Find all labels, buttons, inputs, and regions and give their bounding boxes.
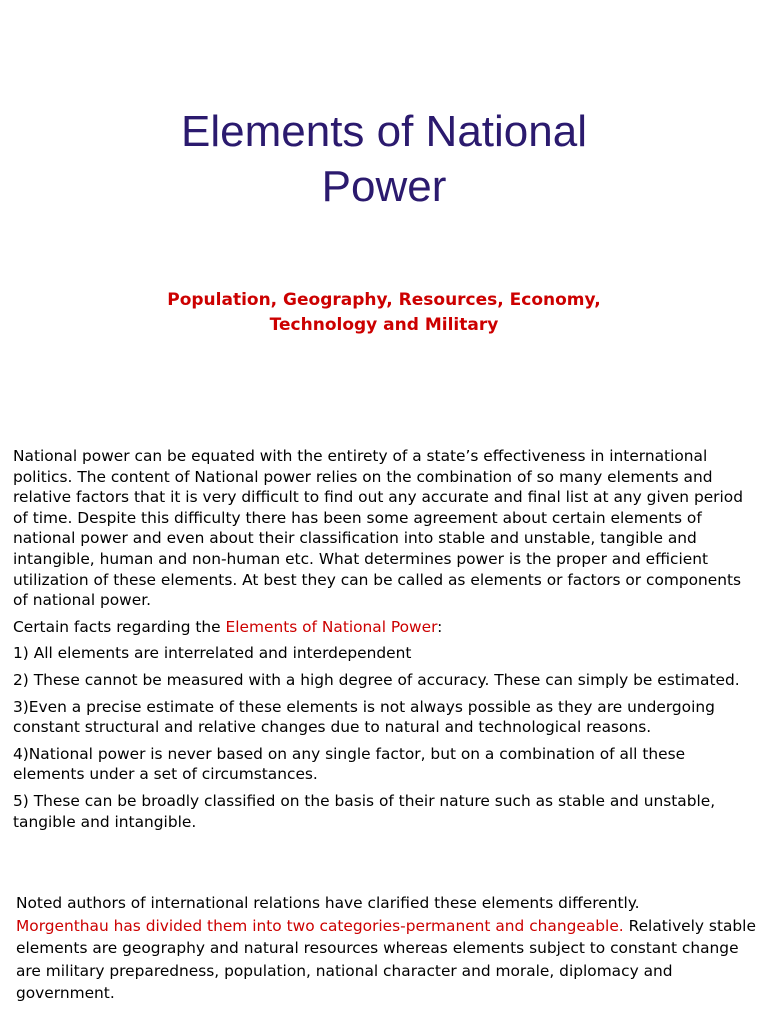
body-section [13, 446, 758, 838]
fact-item-5: 5) These can be broadly classified on the basis of their nature such as stable and unstable, tangible and intangible. [13, 791, 716, 831]
page-subtitle [0, 288, 768, 338]
notes-paragraph [16, 915, 758, 1005]
morgenthau-name: Morgenthau [16, 916, 109, 935]
page-title [0, 104, 768, 214]
fact-item-2: 2) These cannot be measured with a high degree of accuracy. These can simply be estimated. [13, 670, 740, 689]
morgenthau-categories: has divided them into two categories-permanent and changeable. [108, 916, 624, 935]
facts-lead-highlight: Elements of National Power [225, 617, 438, 636]
fact-item-4: 4)National power is never based on any single factor, but on a combination of all these elements under a set of circumstances. [13, 744, 686, 784]
subtitle-line-2: Technology and Military [269, 315, 499, 335]
notes-line-1: Noted authors of international relations have clarified these elements differently. [16, 894, 640, 912]
intro-paragraph: National power can be equated with the entirety of a state’s effectiveness in international politics. The content of National power relies on the combination of so many elements and relative factors that it is very difficult to find out any accurate and final list at any given period of time. Despite this difficulty there has been some agreement about certain elements of national power and even about their classification into stable and unstable, tangible and intangible, human and non-human etc. What determines power is the proper and efficient utilization of these elements. At best they can be called as elements or factors or components of national power. [13, 447, 743, 610]
notes-continuation: Relatively stable elements are geography and natural resources whereas elements subject to constant change are military preparedness, population, national character and morale, diplomacy and government. [16, 916, 756, 1003]
fact-item-1: 1) All elements are interrelated and interdependent [13, 644, 412, 663]
subtitle-line-1: Population, Geography, Resources, Economy, [167, 290, 601, 310]
facts-lead-suffix: : [437, 617, 443, 636]
title-line-1: Elements of National [181, 107, 587, 156]
title-line-2: Power [321, 162, 447, 211]
notes-section [16, 892, 758, 1005]
fact-item-3: 3)Even a precise estimate of these elements is not always possible as they are undergoing constant structural and relative changes due to natural and technological reasons. [13, 697, 715, 737]
facts-lead-prefix: Certain facts regarding the [13, 617, 226, 636]
facts-lead [13, 617, 758, 638]
